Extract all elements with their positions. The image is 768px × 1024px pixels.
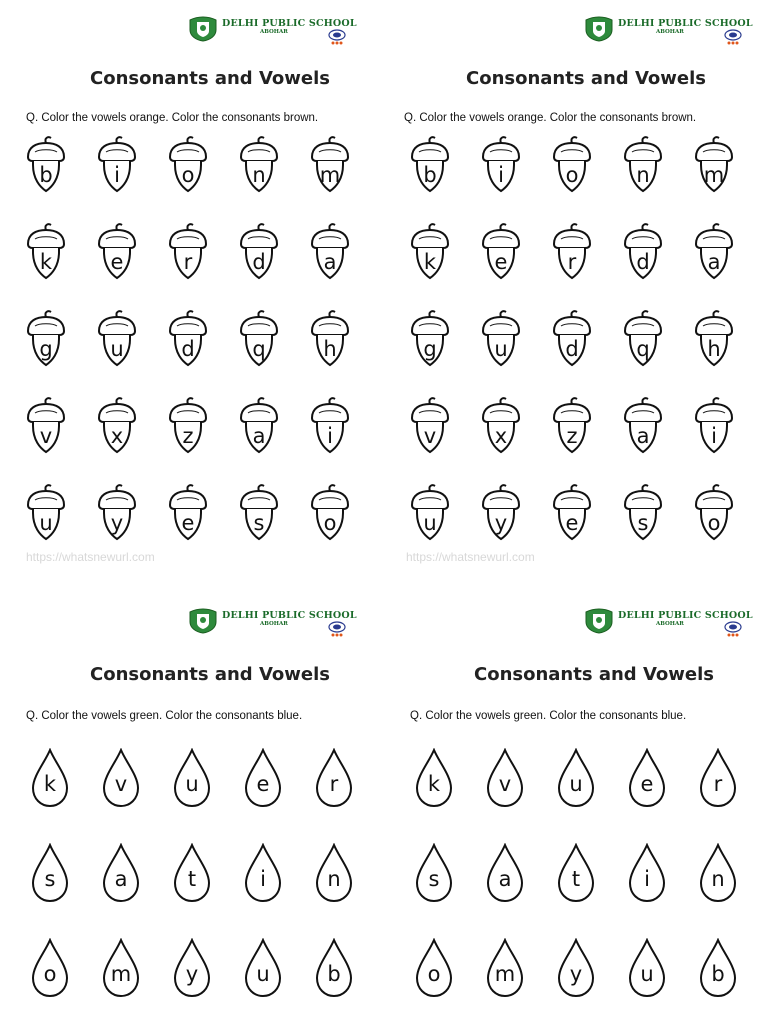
letter: b (327, 962, 341, 986)
letter: s (44, 867, 56, 891)
letter: k (427, 772, 441, 796)
acorn-letter-item[interactable] (308, 309, 352, 369)
school-name: DELHI PUBLIC SCHOOL (222, 610, 357, 621)
acorn-letter-item[interactable] (308, 483, 352, 543)
acorn-letter-item[interactable] (408, 222, 452, 282)
school-city: ABOHAR (260, 29, 288, 35)
school-logo (584, 14, 753, 48)
letter: u (423, 511, 437, 535)
drop-letter-item[interactable] (483, 843, 527, 903)
letter: o (565, 163, 579, 187)
acorn-letter-item[interactable] (308, 396, 352, 456)
acorn-letter-item[interactable] (95, 222, 139, 282)
acorn-letter-item[interactable] (237, 222, 281, 282)
drop-letter-item[interactable] (170, 843, 214, 903)
worksheet-title: Consonants and Vowels (466, 68, 706, 89)
acorn-letter-item[interactable] (24, 135, 68, 195)
letter: q (252, 337, 266, 361)
letter: i (114, 163, 120, 187)
drop-letter-item[interactable] (312, 748, 356, 808)
acorn-letter-item[interactable] (24, 309, 68, 369)
letter: i (260, 867, 266, 891)
school-emblem-icon (328, 620, 346, 638)
letter: u (494, 337, 508, 361)
school-emblem-icon (724, 620, 742, 638)
letter: e (256, 772, 270, 796)
school-crest-icon (188, 608, 218, 634)
letter: y (494, 511, 508, 535)
letter: u (640, 962, 654, 986)
worksheet-question: Q. Color the vowels orange. Color the consonants brown. (26, 112, 319, 124)
acorn-letter-item[interactable] (550, 396, 594, 456)
school-emblem-icon (724, 28, 742, 46)
letter: b (423, 163, 437, 187)
letter: i (711, 424, 717, 448)
letter: s (253, 511, 265, 535)
letter: x (494, 424, 508, 448)
acorn-letter-item[interactable] (479, 222, 523, 282)
letter: v (39, 424, 53, 448)
letter: v (423, 424, 437, 448)
worksheet-question: Q. Color the vowels green. Color the consonants blue. (410, 710, 687, 722)
letter: n (711, 867, 725, 891)
letter: x (110, 424, 124, 448)
worksheet-title: Consonants and Vowels (90, 68, 330, 89)
acorn-letter-item[interactable] (24, 222, 68, 282)
letter: e (565, 511, 579, 535)
letter: g (39, 337, 53, 361)
letter: b (711, 962, 725, 986)
acorn-letter-item[interactable] (692, 396, 736, 456)
acorn-letter-item[interactable] (237, 309, 281, 369)
acorn-letter-item[interactable] (550, 222, 594, 282)
acorn-letter-item[interactable] (479, 483, 523, 543)
letter: r (183, 250, 193, 274)
letter: u (569, 772, 583, 796)
letter: r (567, 250, 577, 274)
drop-letter-item[interactable] (170, 748, 214, 808)
acorn-letter-item[interactable] (166, 135, 210, 195)
letter: h (323, 337, 337, 361)
letter: k (423, 250, 437, 274)
school-crest-icon (188, 16, 218, 42)
acorn-letter-item[interactable] (621, 222, 665, 282)
acorn-letter-item[interactable] (237, 483, 281, 543)
letter: i (327, 424, 333, 448)
letter: e (494, 250, 508, 274)
drop-letter-item[interactable] (696, 748, 740, 808)
letter: m (319, 163, 341, 187)
worksheet-question: Q. Color the vowels green. Color the consonants blue. (26, 710, 303, 722)
acorn-letter-item[interactable] (692, 222, 736, 282)
letter: t (571, 867, 581, 891)
letter: a (114, 867, 128, 891)
drop-letter-item[interactable] (625, 938, 669, 998)
letter: z (182, 424, 194, 448)
letter: t (187, 867, 197, 891)
school-logo (584, 606, 753, 640)
letter: u (39, 511, 53, 535)
letter: e (181, 511, 195, 535)
drop-letter-item[interactable] (625, 748, 669, 808)
letter: d (181, 337, 195, 361)
drop-letter-item[interactable] (412, 843, 456, 903)
drop-letter-item[interactable] (554, 938, 598, 998)
letter: o (43, 962, 57, 986)
acorn-letter-item[interactable] (24, 396, 68, 456)
acorn-letter-item[interactable] (95, 396, 139, 456)
letter: r (713, 772, 723, 796)
letter: s (637, 511, 649, 535)
drop-letter-item[interactable] (170, 938, 214, 998)
acorn-letter-item[interactable] (166, 222, 210, 282)
letter: v (498, 772, 512, 796)
acorn-letter-item[interactable] (550, 135, 594, 195)
letter: u (110, 337, 124, 361)
drop-letter-item[interactable] (412, 938, 456, 998)
letter: o (181, 163, 195, 187)
letter: a (636, 424, 650, 448)
school-city: ABOHAR (260, 621, 288, 627)
letter: s (428, 867, 440, 891)
letter: m (703, 163, 725, 187)
letter: o (427, 962, 441, 986)
school-crest-icon (584, 608, 614, 634)
worksheet-question: Q. Color the vowels orange. Color the consonants brown. (404, 112, 697, 124)
letter: a (707, 250, 721, 274)
letter: u (185, 772, 199, 796)
drop-letter-item[interactable] (554, 748, 598, 808)
drop-letter-item[interactable] (99, 938, 143, 998)
acorn-letter-item[interactable] (408, 396, 452, 456)
letter: d (252, 250, 266, 274)
acorn-letter-item[interactable] (692, 135, 736, 195)
worksheet-title: Consonants and Vowels (474, 664, 714, 685)
letter: o (323, 511, 337, 535)
drop-letter-item[interactable] (625, 843, 669, 903)
acorn-letter-item[interactable] (621, 483, 665, 543)
letter: i (498, 163, 504, 187)
school-logo (188, 606, 357, 640)
letter: v (114, 772, 128, 796)
drop-letter-item[interactable] (696, 843, 740, 903)
letter: a (323, 250, 337, 274)
school-name: DELHI PUBLIC SCHOOL (618, 18, 753, 29)
acorn-letter-item[interactable] (308, 135, 352, 195)
drop-letter-item[interactable] (28, 748, 72, 808)
acorn-letter-item[interactable] (95, 309, 139, 369)
drop-letter-item[interactable] (312, 938, 356, 998)
acorn-letter-item[interactable] (237, 135, 281, 195)
letter: z (566, 424, 578, 448)
letter: e (640, 772, 654, 796)
acorn-letter-item[interactable] (95, 135, 139, 195)
acorn-letter-item[interactable] (692, 309, 736, 369)
acorn-letter-item[interactable] (621, 309, 665, 369)
acorn-letter-item[interactable] (166, 309, 210, 369)
letter: m (494, 962, 516, 986)
drop-letter-item[interactable] (241, 843, 285, 903)
letter: e (110, 250, 124, 274)
worksheet-title: Consonants and Vowels (90, 664, 330, 685)
drop-letter-item[interactable] (28, 843, 72, 903)
letter: n (252, 163, 266, 187)
letter: y (185, 962, 199, 986)
letter: d (636, 250, 650, 274)
letter: y (569, 962, 583, 986)
acorn-letter-item[interactable] (550, 483, 594, 543)
drop-letter-item[interactable] (412, 748, 456, 808)
acorn-letter-item[interactable] (237, 396, 281, 456)
acorn-letter-item[interactable] (166, 483, 210, 543)
acorn-letter-item[interactable] (550, 309, 594, 369)
acorn-letter-item[interactable] (692, 483, 736, 543)
school-name: DELHI PUBLIC SCHOOL (618, 610, 753, 621)
drop-letter-item[interactable] (28, 938, 72, 998)
acorn-letter-item[interactable] (408, 309, 452, 369)
school-city: ABOHAR (656, 29, 684, 35)
acorn-letter-item[interactable] (479, 396, 523, 456)
letter: r (329, 772, 339, 796)
drop-letter-item[interactable] (241, 938, 285, 998)
acorn-letter-item[interactable] (408, 135, 452, 195)
drop-letter-item[interactable] (99, 748, 143, 808)
letter: n (327, 867, 341, 891)
letter: i (644, 867, 650, 891)
acorn-letter-item[interactable] (621, 396, 665, 456)
acorn-letter-item[interactable] (408, 483, 452, 543)
school-crest-icon (584, 16, 614, 42)
acorn-letter-item[interactable] (308, 222, 352, 282)
acorn-letter-item[interactable] (621, 135, 665, 195)
source-watermark: https://whatsnewurl.com (26, 550, 155, 564)
letter: a (498, 867, 512, 891)
acorn-letter-item[interactable] (479, 135, 523, 195)
letter: u (256, 962, 270, 986)
drop-letter-item[interactable] (483, 748, 527, 808)
letter: k (43, 772, 57, 796)
letter: g (423, 337, 437, 361)
letter: o (707, 511, 721, 535)
acorn-letter-item[interactable] (166, 396, 210, 456)
letter: a (252, 424, 266, 448)
drop-letter-item[interactable] (483, 938, 527, 998)
drop-letter-item[interactable] (696, 938, 740, 998)
letter: k (39, 250, 53, 274)
letter: q (636, 337, 650, 361)
acorn-letter-item[interactable] (24, 483, 68, 543)
letter: m (110, 962, 132, 986)
school-logo (188, 14, 357, 48)
drop-letter-item[interactable] (554, 843, 598, 903)
acorn-letter-item[interactable] (95, 483, 139, 543)
letter: b (39, 163, 53, 187)
letter: n (636, 163, 650, 187)
acorn-letter-item[interactable] (479, 309, 523, 369)
drop-letter-item[interactable] (99, 843, 143, 903)
source-watermark: https://whatsnewurl.com (406, 550, 535, 564)
drop-letter-item[interactable] (312, 843, 356, 903)
letter: h (707, 337, 721, 361)
school-city: ABOHAR (656, 621, 684, 627)
school-emblem-icon (328, 28, 346, 46)
drop-letter-item[interactable] (241, 748, 285, 808)
school-name: DELHI PUBLIC SCHOOL (222, 18, 357, 29)
letter: y (110, 511, 124, 535)
letter: d (565, 337, 579, 361)
